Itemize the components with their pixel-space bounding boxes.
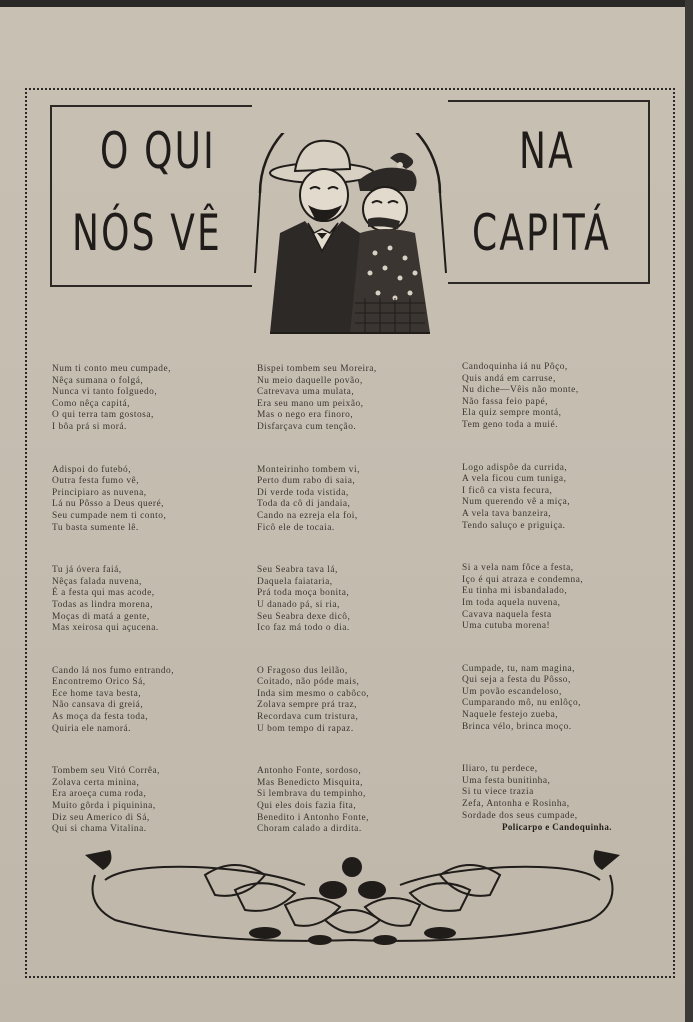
verse-line: Mas o nego era finoro, xyxy=(257,410,354,421)
verse-line: Naquele festejo zueba, xyxy=(462,710,559,721)
verse-line: Adispoi do futebó, xyxy=(52,464,132,475)
verse-line: Iço é qui atraza e condemna, xyxy=(462,574,584,585)
verse-line: Mas xeirosa qui açucena. xyxy=(52,623,159,634)
author-signature: Policarpo e Candoquinha. xyxy=(502,822,612,833)
verse-line: Prá toda moça bonita, xyxy=(257,588,350,599)
verse-line: Cavava naquela festa xyxy=(462,609,552,620)
poem-column-1 xyxy=(52,364,247,836)
verse-line: Tem geno toda a muié. xyxy=(462,419,559,430)
stanza xyxy=(462,463,657,533)
verse-line: Nu diche—Vêis não monte, xyxy=(462,385,579,396)
verse-line: U danado pá, si ria, xyxy=(257,599,340,610)
verse-line: Monteirinho tombem vi, xyxy=(257,464,360,475)
stanza xyxy=(462,362,657,432)
verse-line: Num querendo vê a miça, xyxy=(462,497,571,508)
stanza xyxy=(52,666,247,736)
verse-line: Muito gôrda i piquinina, xyxy=(52,801,156,812)
verse-line: Logo adispôe da currida, xyxy=(462,462,568,473)
couple-illustration xyxy=(250,133,450,348)
verse-line: Im toda aquela nuvena, xyxy=(462,597,561,608)
stanza xyxy=(257,465,452,535)
verse-line: Antonho Fonte, sordoso, xyxy=(257,766,362,777)
verse-line: Choram calado a dirdita. xyxy=(257,824,362,835)
verse-line: Diz seu Americo di Sá, xyxy=(52,812,150,823)
verse-line: Nu meio daquelle povão, xyxy=(257,375,363,386)
verse-line: Brinca vélo, brinca moço. xyxy=(462,721,572,732)
verse-line: Ece home tava besta, xyxy=(52,688,142,699)
verse-line: I ficô ca vista fecura, xyxy=(462,485,553,496)
verse-line: Qui seja a festa du Pôsso, xyxy=(462,675,571,686)
verse-line: A vela ficou cum tuniga, xyxy=(462,474,567,485)
verse-line: O Fragoso dus leilão, xyxy=(257,665,348,676)
verse-line: Como nêça capitá, xyxy=(52,398,131,409)
verse-line: Uma festa bunitinha, xyxy=(462,775,551,786)
title-left-line1: O QUI xyxy=(100,122,216,180)
verse-line: Catrevava uma mulata, xyxy=(257,387,355,398)
verse-line: O qui terra tam gostosa, xyxy=(52,410,154,421)
verse-line: Benedito i Antonho Fonte, xyxy=(257,812,369,823)
verse-line: Eu tinha mi isbandalado, xyxy=(462,586,568,597)
verse-line: Uma cutuba morena! xyxy=(462,621,551,632)
verse-line: Cumpade, tu, nam magina, xyxy=(462,663,576,674)
stanza xyxy=(257,565,452,635)
stanza xyxy=(462,764,657,833)
verse-line: Tu basta sumente lê. xyxy=(52,522,139,533)
verse-line: Quis andá em carruse, xyxy=(462,373,556,384)
verse-line: Mas Benedicto Misquita, xyxy=(257,777,364,788)
verse-line: Principiaro as nuvena, xyxy=(52,487,147,498)
verse-line: Todas as lindra morena, xyxy=(52,599,153,610)
stanza xyxy=(52,465,247,535)
verse-line: Quiria ele namorá. xyxy=(52,723,132,734)
title-left-line2: NÓS VÊ xyxy=(72,204,222,262)
verse-line: Nêça sumana o folgá, xyxy=(52,375,144,386)
verse-line: Qui si chama Vitalina. xyxy=(52,824,147,835)
verse-line: Tombem seu Vitó Corrêa, xyxy=(52,766,161,777)
verse-line: Ela quiz sempre montá, xyxy=(462,408,562,419)
verse-line: Qui eles dois fazia fita, xyxy=(257,801,357,812)
title-right-line1: NA xyxy=(519,122,575,180)
verse-line: Di verde toda vistida, xyxy=(257,487,349,498)
verse-line: Sordade dos seus cumpade, xyxy=(462,810,578,821)
verse-line: Ico faz má todo o dia. xyxy=(257,623,350,634)
title-right-line2: CAPITÁ xyxy=(472,204,611,262)
verse-line: Lá nu Pôsso a Deus queré, xyxy=(52,499,164,510)
verse-line: Daquela faiataria, xyxy=(257,576,333,587)
verse-line: Cumparando mô, nu enlôço, xyxy=(462,698,581,709)
verse-line: Si a vela nam fôce a festa, xyxy=(462,563,574,574)
verse-line: U bom tempo di rapaz. xyxy=(257,723,354,734)
verse-line: Nunca vi tanto folguedo, xyxy=(52,387,158,398)
verse-line: Um povão escandeloso, xyxy=(462,686,562,697)
verse-line: Seu Seabra tava lá, xyxy=(257,565,338,576)
decorative-flourish xyxy=(85,845,620,950)
verse-line: Era aroeça cuma roda, xyxy=(52,789,147,800)
stanza xyxy=(52,766,247,836)
verse-line: É a festa qui mas acode, xyxy=(52,588,155,599)
verse-line: Disfarçava cum tenção. xyxy=(257,421,357,432)
stanza xyxy=(257,364,452,434)
stanza xyxy=(257,766,452,836)
verse-line: Cando lá nos fumo entrando, xyxy=(52,665,175,676)
verse-line: Coitado, não póde mais, xyxy=(257,677,360,688)
verse-line: Ficô ele de tocaia. xyxy=(257,522,335,533)
verse-line: Seu cumpade nem ti conto, xyxy=(52,510,167,521)
verse-line: As moça da festa toda, xyxy=(52,712,149,723)
verse-line: Zolava sempre prá traz, xyxy=(257,700,357,711)
stanza xyxy=(462,664,657,734)
verse-line: Bispei tombem seu Moreira, xyxy=(257,364,377,374)
verse-line: Inda sim mesmo o cabôco, xyxy=(257,688,370,699)
verse-line: Zefa, Antonha e Rosinha, xyxy=(462,799,570,810)
verse-line: A vela tava banzeira, xyxy=(462,508,552,519)
verse-line: Encontremo Orico Sá, xyxy=(52,677,146,688)
verse-line: Não cansava di greiá, xyxy=(52,700,144,711)
verse-line: Recordava cum tristura, xyxy=(257,712,359,723)
verse-line: Iliaro, tu perdece, xyxy=(462,764,538,775)
verse-line: Zolava certa minina, xyxy=(52,777,140,788)
scan-edge-right xyxy=(685,0,693,1022)
verse-line: Si tu viece trazia xyxy=(462,787,534,798)
stanza xyxy=(257,666,452,736)
verse-line: Seu Seabra dexe dicô, xyxy=(257,611,351,622)
verse-line: Candoquinha iá nu Pôço, xyxy=(462,362,568,372)
verse-line: Si lembrava du tempinho, xyxy=(257,789,366,800)
stanza xyxy=(52,565,247,635)
verse-line: Tu já óvera faiá, xyxy=(52,565,122,576)
verse-line: Não fassa feio papé, xyxy=(462,396,549,407)
verse-line: I bôa prá si morá. xyxy=(52,421,127,432)
verse-line: Moças di matá a gente, xyxy=(52,611,150,622)
scan-edge-top xyxy=(0,0,693,7)
verse-line: Nêças falada nuvena, xyxy=(52,576,142,587)
verse-line: Outra festa fumo vê, xyxy=(52,476,140,487)
verse-line: Era seu mano um peixão, xyxy=(257,398,364,409)
verse-line: Num ti conto meu cumpade, xyxy=(52,364,171,374)
verse-line: Perto dum rabo di saia, xyxy=(257,476,356,487)
poem-column-2 xyxy=(257,364,452,836)
poem-column-3 xyxy=(462,362,657,833)
stanza xyxy=(52,364,247,434)
stanza xyxy=(462,563,657,633)
verse-line: Toda da cô di jandaia, xyxy=(257,499,351,510)
verse-line: Tendo saluço e priguiça. xyxy=(462,520,566,531)
verse-line: Cando na ezreja ela foi, xyxy=(257,510,358,521)
